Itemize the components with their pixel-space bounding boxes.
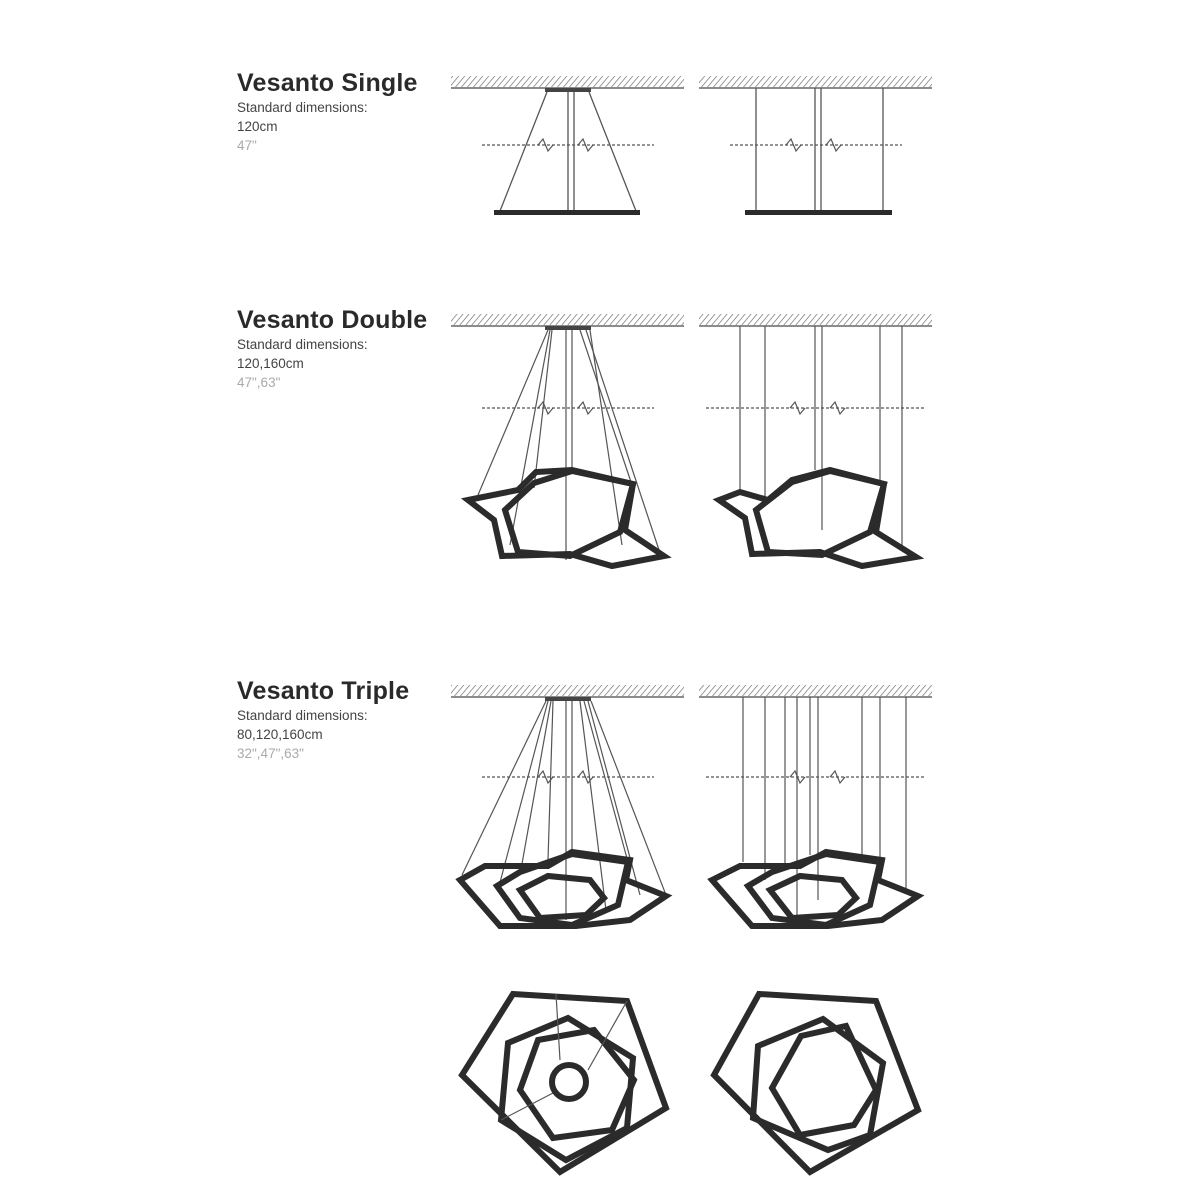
ring-frame: [494, 210, 640, 215]
canopy: [545, 88, 591, 92]
suspension-wires: [743, 697, 906, 920]
imperial-dims: 47": [237, 138, 257, 153]
product-title: Vesanto Single: [237, 69, 418, 97]
ceiling-hatch: [699, 314, 932, 325]
dims-label: Standard dimensions:: [237, 708, 368, 723]
double-side-view: [451, 314, 684, 566]
dims-label: Standard dimensions:: [237, 100, 368, 115]
canopy: [552, 1065, 586, 1099]
ceiling-hatch: [451, 76, 684, 87]
dims-label: Standard dimensions:: [237, 337, 368, 352]
triple-top-view-with-canopy: [462, 994, 666, 1172]
suspension-wires: [756, 88, 883, 211]
suspension-wires: [500, 92, 636, 211]
single-side-view: [451, 76, 684, 215]
triple-front-view: [699, 685, 932, 926]
ring-frame: [745, 210, 892, 215]
metric-dims: 80,120,160cm: [237, 727, 323, 742]
metric-dims: 120cm: [237, 119, 278, 134]
imperial-dims: 47",63": [237, 375, 281, 390]
double-front-view: [699, 314, 932, 566]
ring-frames: [714, 994, 918, 1172]
imperial-dims: 32",47",63": [237, 746, 304, 761]
canopy: [545, 326, 591, 330]
ceiling-hatch: [699, 76, 932, 87]
single-front-view: [699, 76, 932, 215]
ring-frames: [460, 852, 666, 926]
product-title: Vesanto Triple: [237, 677, 410, 705]
triple-top-view: [714, 994, 918, 1172]
suspension-wires: [478, 330, 660, 560]
product-title: Vesanto Double: [237, 306, 428, 334]
ring-frames: [462, 994, 666, 1172]
metric-dims: 120,160cm: [237, 356, 304, 371]
canopy: [545, 697, 591, 701]
suspension-wires: [462, 701, 666, 920]
ring-frames: [719, 470, 916, 566]
ring-frames: [712, 852, 918, 926]
ceiling-hatch: [451, 314, 684, 325]
ceiling-hatch: [699, 685, 932, 696]
ceiling-hatch: [451, 685, 684, 696]
triple-side-view: [451, 685, 684, 926]
